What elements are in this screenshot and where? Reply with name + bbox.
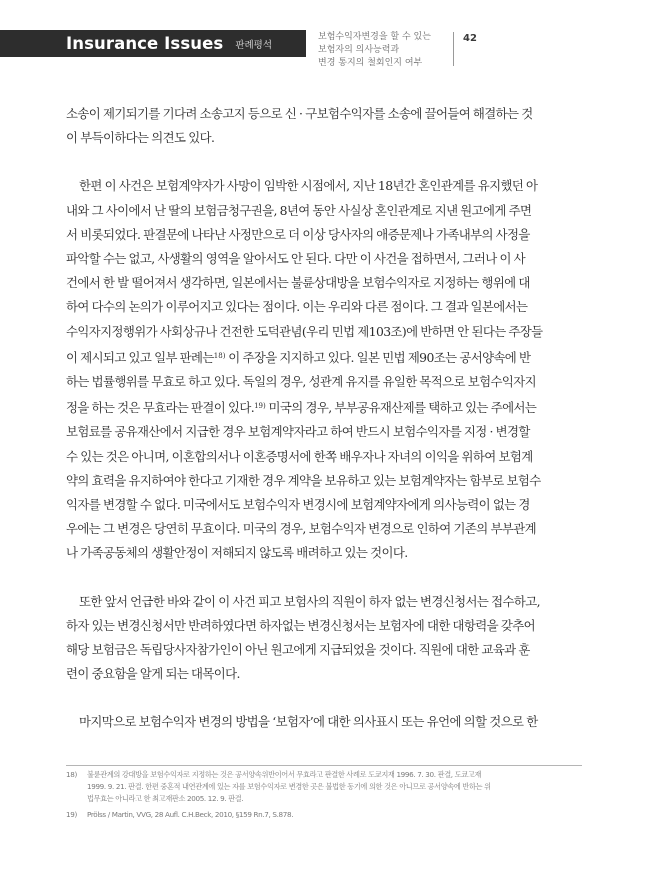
text-fragment: 이 제시되고 있고 일부 판례는 [66, 349, 214, 365]
paragraph [66, 174, 582, 565]
text-line: 나 가족공동체의 생활안정이 저해되지 않도록 배려하고 있는 것이다. [66, 545, 408, 561]
text-line: 하는 법률행위를 무효로 하고 있다. 독일의 경우, 성관계 유지를 유일한 목적으로 보험수익자지 [66, 374, 536, 390]
footnote-line: 법무효는 아니라고 한 최고재판소 2005. 12. 9. 판결. [87, 794, 244, 804]
text-line: 마지막으로 보험수익자 변경의 방법을 ‘보험자’에 대한 의사표시 또는 유언에 의할 것으로 한 [79, 714, 538, 730]
text-line [66, 344, 582, 370]
text-line: 련이 중요함을 알게 되는 대목이다. [66, 666, 240, 682]
footnote-ref-19[interactable]: 19) [254, 402, 266, 411]
text-line: 하여 다수의 논의가 이루어지고 있다는 점이다. 이는 우리와 다른 점이다. 그 결과 일본에서는 [66, 299, 528, 315]
text-fragment: 미국의 경우, 부부공유재산제를 택하고 있는 주에서는 [265, 400, 537, 416]
footnote-number: 19) [66, 809, 77, 819]
footnote-19 [66, 809, 582, 821]
text-line: 우에는 그 변경은 당연히 무효이다. 미국의 경우, 보험수익자 변경으로 인하여 기존의 부부관계 [66, 521, 536, 537]
footnote-divider [66, 765, 582, 766]
text-line: 내와 그 사이에서 난 딸의 보험금청구권을, 8년여 동안 사실상 혼인관계로 지낸 원고에게 주면 [66, 202, 532, 218]
text-line: 수 있는 것은 아니며, 이혼합의서나 이혼증명서에 한쪽 배우자나 자녀의 이익을 위하여 보험계 [66, 448, 533, 464]
text-line: 익자를 변경할 수 없다. 미국에서도 보험수익자 변경시에 보험계약자에게 의사능력이 없는 경 [66, 497, 530, 513]
journal-brand: Insurance Issues [66, 34, 224, 53]
text-line: 수익자지정행위가 사회상규나 건전한 도덕관념(우리 민법 제103조)에 반하면 안 된다는 주장들 [66, 323, 543, 339]
footnote-number: 18) [66, 770, 77, 779]
footnote-ref-18[interactable]: 18) [213, 351, 226, 360]
paragraph [66, 102, 582, 150]
text-line: 소송이 제기되기를 기다려 소송고지 등으로 신 · 구보험수익자를 소송에 끌어들여 해결하는 것 [66, 106, 533, 121]
text-fragment: 정을 하는 것은 무효라는 판결이 있다. [66, 400, 255, 416]
text-line: 보험료를 공유재산에서 지급한 경우 보험계약자라고 하여 반드시 보험수익자를 지정 · 변경할 [66, 424, 530, 440]
article-subtitle [318, 31, 448, 70]
footnote-line: Prölss / Martin, VVG, 28 Aufl. C.H.Beck, 2010, §159 Rn.7, S.878. [87, 809, 294, 819]
subtitle-line: 변경 통지의 철회인지 여부 [318, 58, 423, 68]
footnote-line: 불륜관계의 강대방을 보험수익자로 지정하는 것은 공서양속위반이어서 무효라고 판결한 사례로 도쿄지재 1996. 7. 30. 판결, 도쿄고재 [87, 770, 482, 779]
text-line: 한편 이 사건은 보험계약자가 사망이 임박한 시점에서, 지난 18년간 혼인관계를 유지했던 아 [79, 178, 538, 194]
text-fragment: 이 주장을 지지하고 있다. 일본 민법 제90조는 공서양속에 반 [225, 349, 531, 365]
text-line: 또한 앞서 언급한 바와 같이 이 사건 피고 보험사의 직원이 하자 없는 변경신청서는 접수하고, [79, 593, 540, 609]
subtitle-line: 보험자의 의사능력과 [318, 45, 400, 55]
header-bar [0, 30, 306, 57]
footnote-18 [66, 769, 582, 806]
text-line: 이 부득이하다는 의견도 있다. [66, 130, 215, 146]
article-body [66, 102, 582, 735]
footnote-line: 1999. 9. 21. 판결. 한편 중혼적 내연관계에 있는 자를 보험수익자로 변경한 곳은 불법한 동기에 의한 것은 아니므로 공서양속에 반하는 위 [87, 782, 491, 792]
footnotes [66, 769, 582, 821]
header-divider [453, 32, 454, 66]
text-line: 서 비롯되었다. 판결문에 나타난 사정만으로 더 이상 당사자의 애증문제나 가족내부의 사정을 [66, 226, 530, 242]
section-label: 판례평석 [235, 39, 273, 51]
text-line: 건에서 한 발 떨어져서 생각하면, 일본에서는 불륜상대방을 보험수익자로 지정하는 행위에 대 [66, 275, 530, 291]
text-line [66, 394, 582, 420]
text-line: 해당 보험금은 독립당사자참가인이 아닌 원고에게 지급되었을 것이다. 직원에 대한 교육과 훈 [66, 642, 530, 658]
text-line: 파악할 수는 없고, 사생활의 영역을 알아서도 안 된다. 다만 이 사건을 접하면서, 그러나 이 사 [66, 251, 526, 267]
paragraph [66, 590, 582, 687]
subtitle-line: 보험수익자변경을 할 수 있는 [318, 32, 431, 42]
text-line: 하자 있는 변경신청서만 반려하였다면 하자없는 변경신청서는 보험자에 대한 대항력을 갖추어 [66, 617, 535, 633]
paragraph [66, 710, 582, 734]
text-line: 약의 효력을 유지하여야 한다고 기재한 경우 계약을 보유하고 있는 보험계약자는 함부로 보험수 [66, 472, 541, 488]
page-number: 42 [463, 33, 477, 44]
